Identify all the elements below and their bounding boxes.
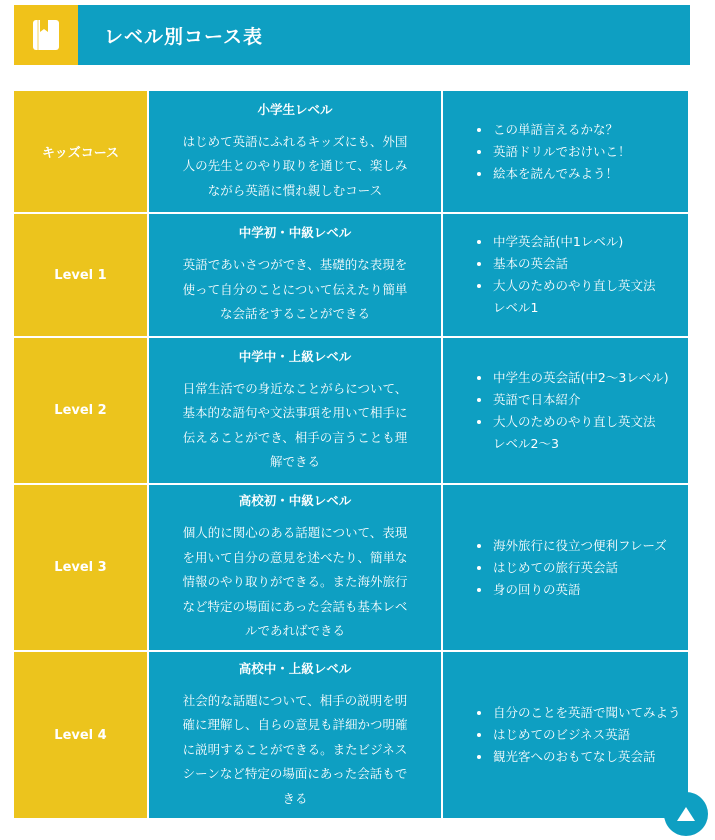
topic-line: 基本の英会話 xyxy=(493,256,569,271)
level-description xyxy=(148,484,442,651)
topic-item xyxy=(477,275,688,319)
topic-list xyxy=(443,535,688,601)
description-text xyxy=(161,377,429,475)
level-label: Level 2 xyxy=(13,337,148,484)
topic-item xyxy=(477,253,688,275)
description-line: はじめて英語にふれるキッズにも、外国 xyxy=(182,133,408,149)
topic-item xyxy=(477,702,688,724)
topic-line: 英語ドリルでおけいこ！ xyxy=(493,143,631,159)
lesson-topics xyxy=(442,651,689,819)
lesson-topics xyxy=(442,484,689,651)
topic-item xyxy=(477,119,688,141)
topic-item xyxy=(477,163,688,185)
topic-item xyxy=(477,724,688,746)
description-line: 基本的な語句や文法事項を用いて相手に xyxy=(182,405,408,420)
topic-line: レベル1 xyxy=(493,300,539,315)
topic-line: 自分のことを英語で聞いてみよう xyxy=(493,705,681,720)
topic-line: レベル2〜3 xyxy=(493,435,559,451)
topic-line: 海外旅行に役立つ便利フレーズ xyxy=(493,537,667,553)
description-line: 日常生活での身近なことがらについて、 xyxy=(182,380,408,396)
topic-item xyxy=(477,411,688,455)
description-line: に説明することができる。またビジネス xyxy=(182,741,408,757)
topic-line: はじめての旅行英会話 xyxy=(493,559,619,575)
topic-line: はじめてのビジネス英語 xyxy=(493,727,631,742)
book-icon xyxy=(31,18,61,52)
description-line: 解できる xyxy=(269,454,320,469)
topic-line: 観光客へのおもてなし英会話 xyxy=(493,749,656,764)
topic-line: 英語で日本紹介 xyxy=(493,391,581,407)
topic-line: 絵本を読んでみよう！ xyxy=(493,165,619,181)
arrow-up-icon xyxy=(676,806,696,822)
level-title: 小学生レベル xyxy=(257,101,333,117)
level-title: 高校中・上級レベル xyxy=(238,660,352,676)
course-row xyxy=(13,337,689,484)
level-title: 高校初・中級レベル xyxy=(238,493,352,509)
description-line: 社会的な話題について、相手の説明を明 xyxy=(182,692,408,708)
level-description xyxy=(148,337,442,484)
header-icon-box xyxy=(14,5,78,65)
topic-line: 身の回りの英語 xyxy=(493,581,581,597)
course-row xyxy=(13,651,689,819)
description-text xyxy=(161,521,429,644)
level-label: キッズコース xyxy=(13,90,148,213)
description-line: ながら英語に慣れ親しむコース xyxy=(207,182,383,198)
topic-list xyxy=(443,367,688,455)
topic-item xyxy=(477,557,688,579)
description-line: な会話をすることができる xyxy=(219,306,370,322)
description-line: 英語であいさつができ、基礎的な表現を xyxy=(182,257,408,273)
topic-item xyxy=(477,231,688,253)
topic-item xyxy=(477,535,688,557)
description-line: シーンなど特定の場面にあった会話もで xyxy=(182,766,408,782)
level-title: 中学中・上級レベル xyxy=(238,348,352,364)
page-header xyxy=(14,5,690,65)
scroll-to-top-button[interactable] xyxy=(664,792,708,836)
topic-line: 中学生の英会話(中2〜3レベル) xyxy=(493,369,669,385)
topic-item xyxy=(477,141,688,163)
description-line: 個人的に関心のある話題について、表現 xyxy=(182,525,408,541)
description-line: 情報のやり取りができる。また海外旅行 xyxy=(182,574,408,590)
topic-item xyxy=(477,746,688,768)
topic-list xyxy=(443,702,688,768)
level-description xyxy=(148,213,442,337)
description-line: など特定の場面にあった会話も基本レベ xyxy=(182,598,408,614)
level-label: Level 4 xyxy=(13,651,148,819)
description-line: ルであればできる xyxy=(244,623,345,639)
description-text xyxy=(161,689,429,812)
topic-line: この単語言えるかな？ xyxy=(493,121,619,137)
lesson-topics xyxy=(442,213,689,337)
course-table xyxy=(12,89,690,820)
level-description xyxy=(148,90,442,213)
topic-line: 大人のためのやり直し英文法 xyxy=(493,278,656,293)
course-row xyxy=(13,484,689,651)
topic-item xyxy=(477,579,688,601)
topic-line: 中学英会話(中1レベル) xyxy=(493,234,624,249)
description-line: 伝えることができ、相手の言うことも理 xyxy=(182,429,408,445)
description-line: 確に理解し、自らの意見も詳細かつ明確 xyxy=(182,717,408,733)
description-line: きる xyxy=(282,790,308,806)
level-title: 中学初・中級レベル xyxy=(238,225,352,241)
topic-list xyxy=(443,231,688,319)
topic-item xyxy=(477,389,688,411)
topic-line: 大人のためのやり直し英文法 xyxy=(493,413,656,429)
lesson-topics xyxy=(442,90,689,213)
level-label: Level 1 xyxy=(13,213,148,337)
page-title: レベル別コース表 xyxy=(104,25,264,48)
course-row xyxy=(13,213,689,337)
description-line: を用いて自分の意見を述べたり、簡単な xyxy=(182,549,408,565)
lesson-topics xyxy=(442,337,689,484)
level-label: Level 3 xyxy=(13,484,148,651)
topic-item xyxy=(477,367,688,389)
topic-list xyxy=(443,119,688,185)
course-row xyxy=(13,90,689,213)
description-line: 人の先生とのやり取りを通じて、楽しみ xyxy=(182,158,408,174)
description-text xyxy=(161,253,429,327)
description-line: 使って自分のことについて伝えたり簡単 xyxy=(182,281,408,297)
level-description xyxy=(148,651,442,819)
description-text xyxy=(161,130,429,204)
